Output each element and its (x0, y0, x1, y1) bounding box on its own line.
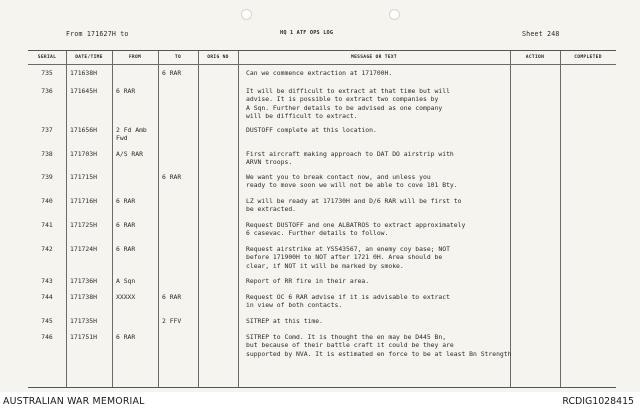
col-action: ACTION (525, 55, 545, 60)
serial-cell: 744 (41, 293, 53, 301)
serial-cell: 741 (41, 221, 53, 229)
serial-cell: 739 (41, 173, 53, 181)
message-cell: Report of RR fire in their area. (246, 277, 370, 285)
sheet-number: Sheet 248 (522, 30, 560, 38)
message-cell: It will be difficult to extract at that time but will advise. It is possible to extract two companies by A Sqn. Further details to be advised as one company will be difficult to extract. (246, 87, 450, 121)
from-cell: 6 RAR (116, 333, 136, 341)
from-cell: A/S RAR (116, 150, 143, 158)
to-cell: 6 RAR (162, 69, 182, 77)
from-cell: XXXXX (116, 293, 136, 301)
message-cell: Request airstrike at YS543567, an enemy coy base; NOT before 171900H to NOT after 1721 0H. Area should be clear, if NOT it will be marked by smoke. (246, 245, 450, 270)
date-time-cell: 171725H (70, 221, 97, 229)
date-time-cell: 171724H (70, 245, 97, 253)
message-cell: SITREP at this time. (246, 317, 323, 325)
message-cell: DUSTOFF complete at this location. (246, 126, 377, 134)
to-cell: 2 FFV (162, 317, 182, 325)
message-cell: SITREP to Comd. It is thought the en may be D445 Bn, but because of their battle craft it could be they are supported by NVA. It is estimated en force to be at least Bn Strength (246, 333, 512, 358)
message-cell: Request DUSTOFF and one ALBATROS to extract approximately 6 casevac. Further details to follow. (246, 221, 466, 238)
punch-hole (389, 9, 400, 20)
date-time-cell: 171738H (70, 293, 97, 301)
col-serial: SERIAL (37, 55, 57, 60)
from-cell: A Sqn (116, 277, 136, 285)
message-cell: Can we commence extraction at 171700H. (246, 69, 393, 77)
serial-cell: 740 (41, 197, 53, 205)
message-cell: Request OC 6 RAR advise if it is advisable to extract in view of both contacts. (246, 293, 450, 310)
from-cell: 6 RAR (116, 221, 136, 229)
from-cell: 2 Fd Amb Fwd (116, 126, 147, 143)
col-message: MESSAGE OR TEXT (351, 55, 397, 60)
date-time-cell: 171645H (70, 87, 97, 95)
period-text: From 171627H to (66, 30, 129, 38)
serial-cell: 738 (41, 150, 53, 158)
from-cell: 6 RAR (116, 87, 136, 95)
date-time-cell: 171736H (70, 277, 97, 285)
from-cell: 6 RAR (116, 245, 136, 253)
column-divider (560, 51, 561, 387)
message-cell: We want you to break contact now, and unless you ready to move soon we will not be able to cove 101 Bty. (246, 173, 458, 190)
col-to: TO (174, 55, 182, 60)
serial-cell: 745 (41, 317, 53, 325)
archive-footer (0, 392, 640, 410)
serial-cell: 743 (41, 277, 53, 285)
to-cell: 6 RAR (162, 293, 182, 301)
col-from: FROM (128, 55, 142, 60)
date-time-cell: 171716H (70, 197, 97, 205)
column-divider (66, 51, 67, 387)
serial-cell: 735 (41, 69, 53, 77)
message-cell: First aircraft making approach to DAT DO airstrip with ARVN troops. (246, 150, 454, 167)
serial-cell: 736 (41, 87, 53, 95)
to-cell: 6 RAR (162, 173, 182, 181)
date-time-cell: 171735H (70, 317, 97, 325)
punch-hole (241, 9, 252, 20)
date-time-cell: 171703H (70, 150, 97, 158)
record-id: RCDIG1028415 (562, 396, 634, 407)
column-divider (198, 51, 199, 387)
serial-cell: 742 (41, 245, 53, 253)
ops-log-table (28, 50, 616, 388)
column-divider (238, 51, 239, 387)
archive-name: AUSTRALIAN WAR MEMORIAL (3, 396, 145, 407)
col-date-time: DATE/TIME (75, 55, 103, 60)
header-rule (28, 64, 616, 65)
date-time-cell: 171656H (70, 126, 97, 134)
log-title: HQ 1 ATF OPS LOG (280, 30, 334, 36)
date-time-cell: 171715H (70, 173, 97, 181)
date-time-cell: 171751H (70, 333, 97, 341)
col-completed: COMPLETED (574, 55, 602, 60)
serial-cell: 746 (41, 333, 53, 341)
col-orig-no: ORIG NO (207, 55, 229, 60)
from-cell: 6 RAR (116, 197, 136, 205)
serial-cell: 737 (41, 126, 53, 134)
message-cell: LZ will be ready at 171730H and D/6 RAR will be first to be extracted. (246, 197, 462, 214)
date-time-cell: 171638H (70, 69, 97, 77)
